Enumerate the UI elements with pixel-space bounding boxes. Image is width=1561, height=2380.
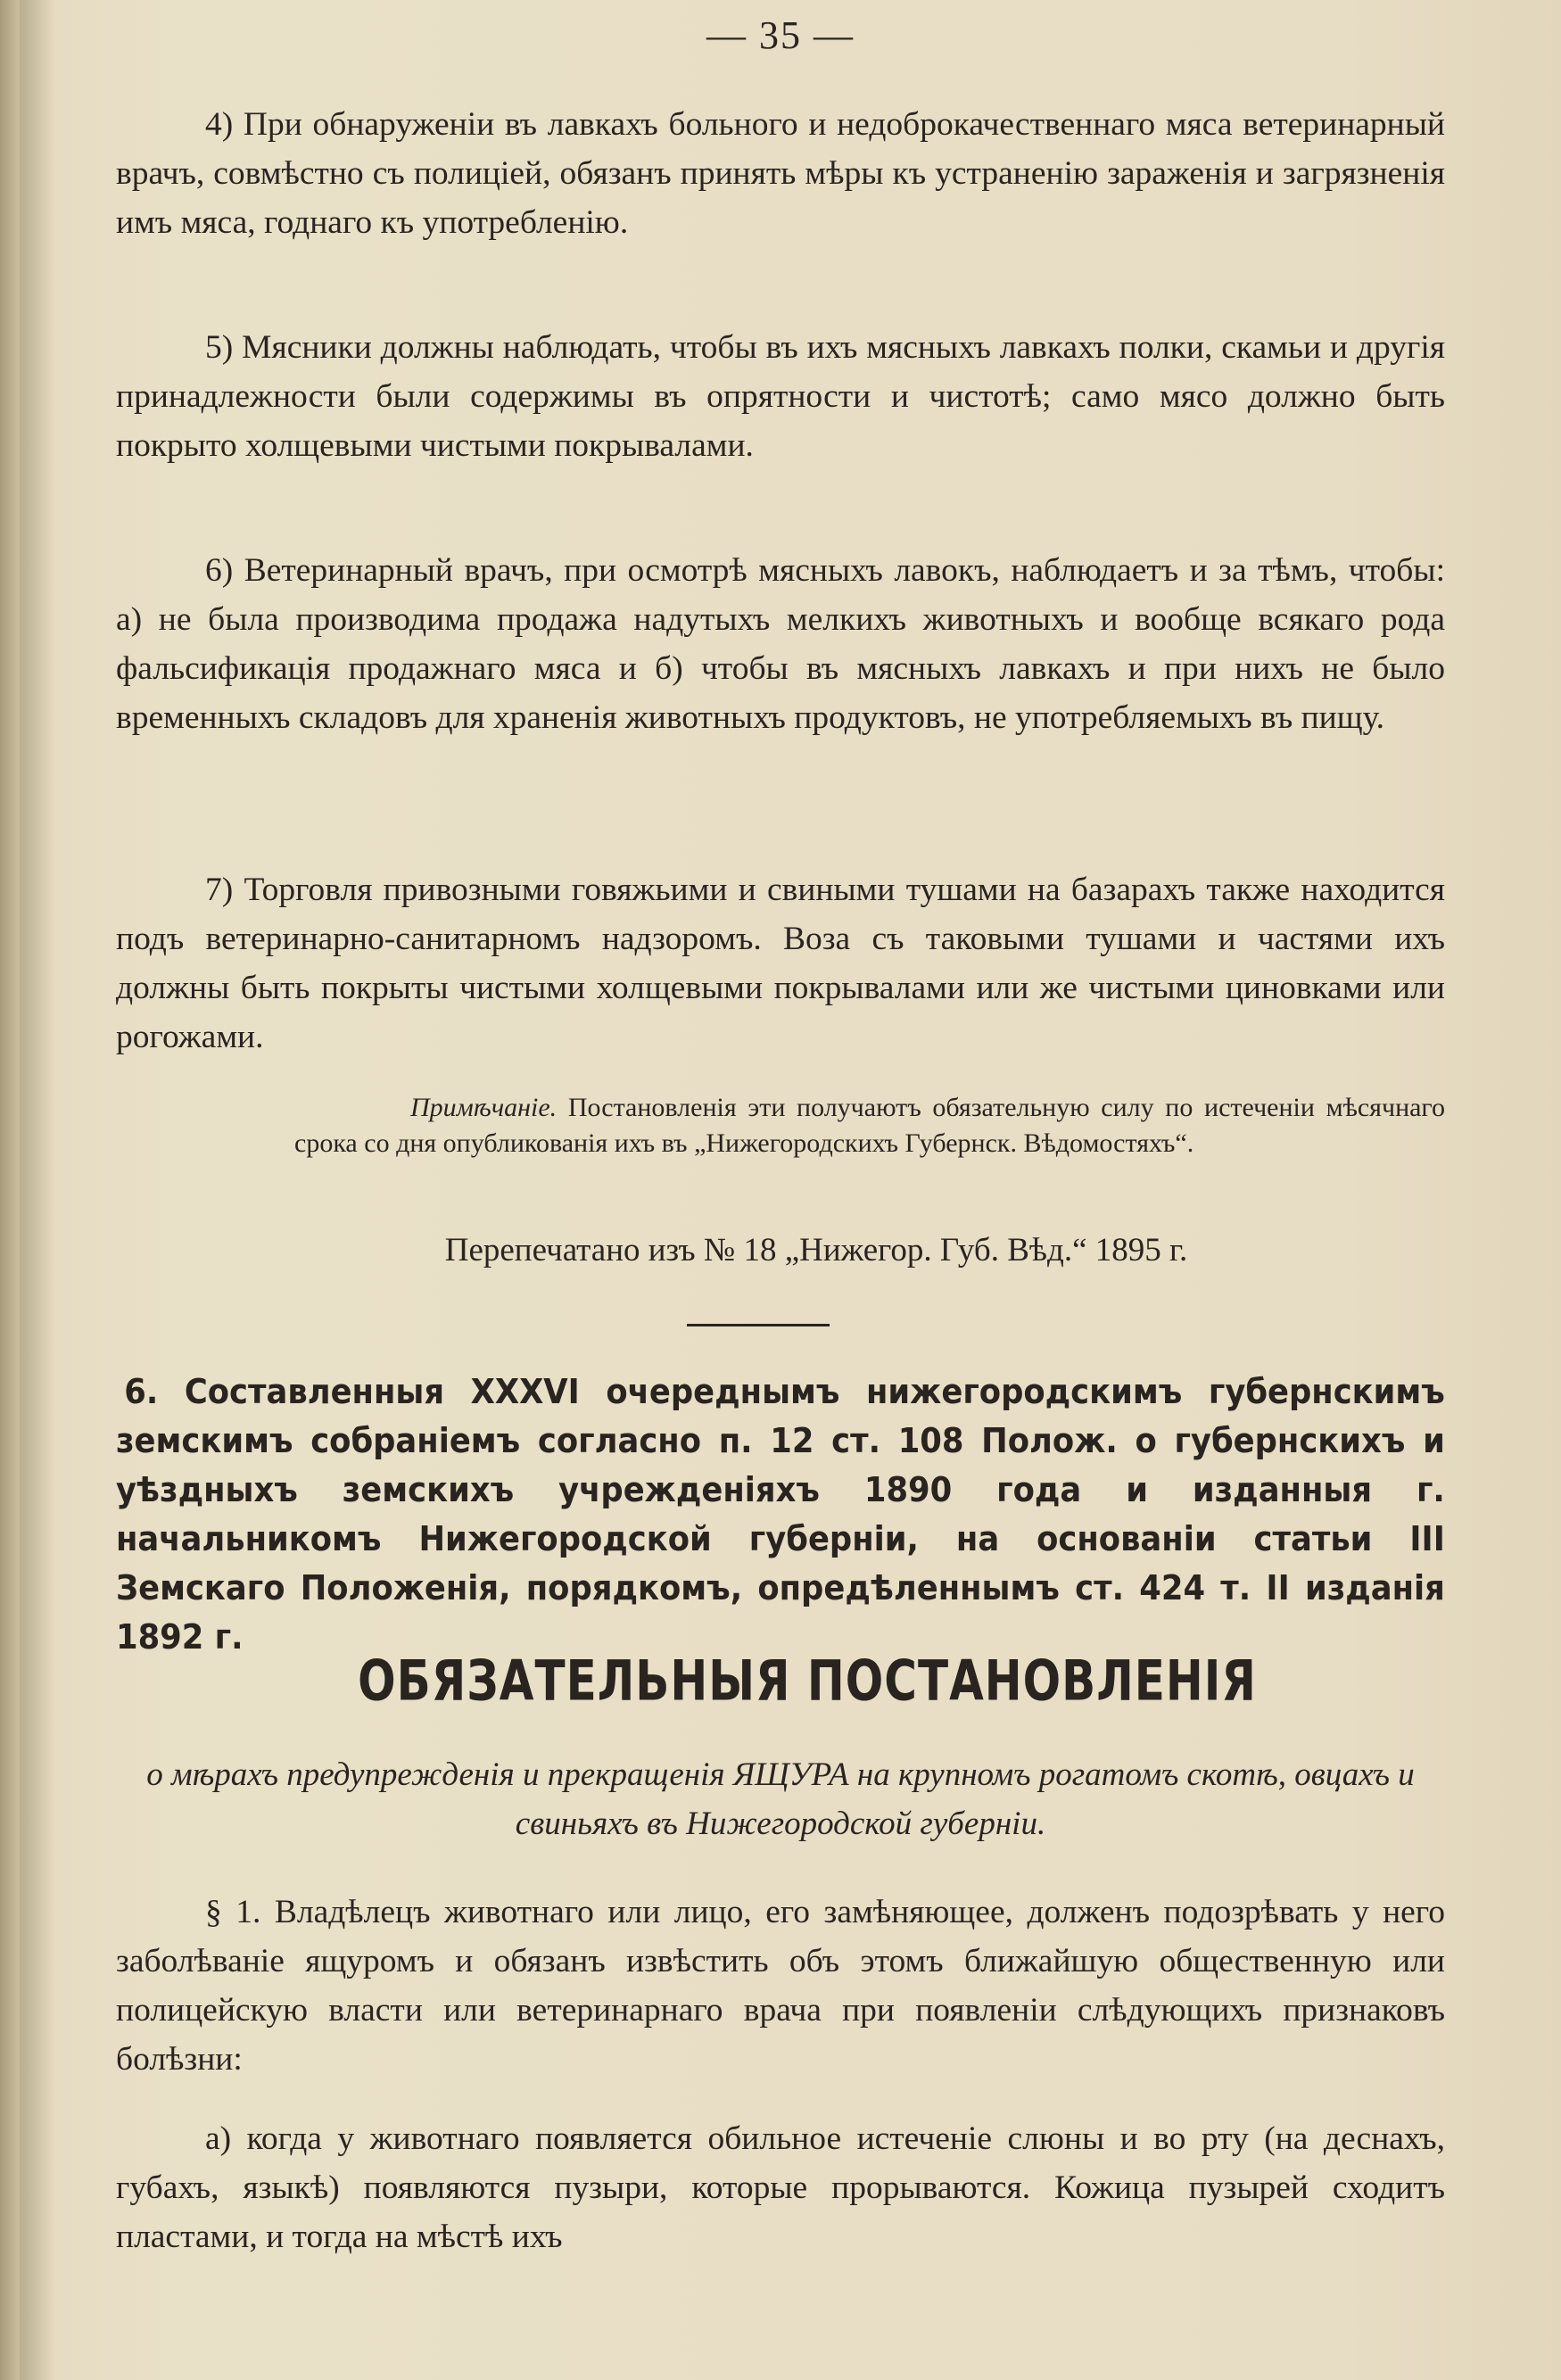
note-label: Примѣчаніе. (410, 1093, 558, 1122)
paragraph-item-a: а) когда у животнаго появляется обильное истеченіе слюны и во рту (на деснахъ, губахъ, языкѣ) появляются пузыри, которые прорываются. Кожица пузырей сходитъ пластами, и тогда на мѣстѣ ихъ (116, 2120, 1445, 2255)
paragraph-5: 5) Мясники должны наблюдать, чтобы въ ихъ мясныхъ лавкахъ полки, скамьи и другія принадлежности были содержимы въ опрятности и чистотѣ; само мясо должно быть покрыто холщевыми чистыми покрывалами. (116, 329, 1445, 464)
paragraph-section-1: § 1. Владѣлецъ животнаго или лицо, его замѣняющее, долженъ подозрѣвать у него заболѣваніе ящуромъ и обязанъ извѣстить объ этомъ ближайшую общественную или полицейскую власти или ветеринарнаго врача при появленіи слѣдующихъ признаковъ болѣзни: (116, 1894, 1445, 2078)
reprint-line: Перепечатано изъ № 18 „Нижегор. Губ. Вѣд.“ 1895 г. (444, 1232, 1188, 1269)
section-divider (687, 1324, 830, 1326)
section-heading: 6. Составленныя XXXVI очереднымъ нижегородскимъ губернскимъ земскимъ собраніемъ согласно п. 12 ст. 108 Полож. о губернскихъ и уѣздныхъ земскихъ учрежденіяхъ 1890 года и изданныя г. начальникомъ Нижегородской губерніи, на основаніи статьи III Земскаго Положенія, порядкомъ, опредѣленнымъ ст. 424 т. II изданія 1892 г. (116, 1372, 1445, 1657)
paragraph-7: 7) Торговля привозными говяжьими и свиными тушами на базарахъ также находится подъ ветеринарно-санитарномъ надзоромъ. Воза съ таковыми тушами и частями ихъ должны быть покрыты чистыми холщевыми покрывалами или же чистыми циновками или рогожами. (116, 872, 1445, 1055)
note (294, 1090, 1445, 1161)
page-number: — 35 — (706, 13, 855, 57)
note-text: Постановленія эти получаютъ обязательную силу по истеченіи мѣсячнаго срока со дня опубликованія ихъ въ „Нижегородскихъ Губернск. Вѣдомостяхъ“. (294, 1093, 1445, 1158)
subtitle: о мѣрахъ предупрежденія и прекращенія ЯЩУРА на крупномъ рогатомъ скотѣ, овцахъ и свиньяхъ въ Нижегородской губерніи. (146, 1756, 1415, 1842)
paragraph-4: 4) При обнаруженіи въ лавкахъ больного и недоброкачественнаго мяса ветеринарный врачъ, совмѣстно съ полиціей, обязанъ принять мѣры къ устраненію зараженія и загрязненія имъ мяса, годнаго къ употребленію. (116, 106, 1445, 241)
binding-gutter (0, 0, 20, 2380)
fold-shadow (20, 0, 55, 2380)
paragraph-6: 6) Ветеринарный врачъ, при осмотрѣ мясныхъ лавокъ, наблюдаетъ и за тѣмъ, чтобы: а) не была производима продажа надутыхъ мелкихъ животныхъ и вообще всякаго рода фальсификація продажнаго мяса и б) чтобы въ мясныхъ лавкахъ и при нихъ не было временныхъ складовъ для храненія животныхъ продуктовъ, не употребляемыхъ въ пищу. (116, 552, 1445, 736)
main-title: ОБЯЗАТЕЛЬНЫЯ ПОСТАНОВЛЕНІЯ (358, 1648, 1257, 1714)
